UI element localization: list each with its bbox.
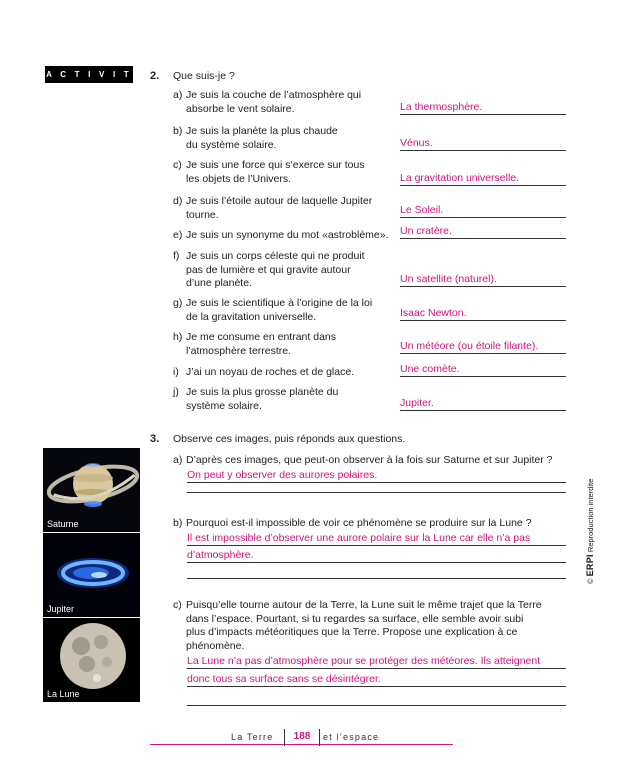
item-line: Je suis la plus grosse planète du [186, 386, 339, 398]
item-letter: j) [173, 386, 179, 398]
answer-text: La Lune n’a pas d’atmosphère pour se protéger des météores. Ils atteignent [187, 655, 541, 667]
item-line: dans l’espace. Pourtant, si tu regardes sa surface, elle semble avoir subi [186, 612, 524, 625]
q2-item-j [173, 386, 403, 414]
answer-text: Isaac Newton. [400, 307, 467, 319]
jupiter-caption: Jupiter [47, 604, 75, 614]
item-letter: a) [173, 454, 183, 466]
jupiter-photo [43, 533, 140, 617]
question-2-prompt: Que suis-je ? [173, 70, 235, 82]
copyright-text: Reproduction interdite [586, 478, 595, 555]
item-letter: i) [173, 366, 179, 378]
answer-field-3c-line1[interactable] [187, 654, 566, 669]
answer-field-b[interactable] [400, 136, 566, 151]
item-letter: e) [173, 229, 183, 241]
answer-field-j[interactable] [400, 396, 566, 411]
item-letter: g) [173, 297, 183, 309]
item-letter: f) [173, 250, 180, 262]
moon-photo [43, 618, 140, 702]
answer-text: Un cratère. [400, 225, 452, 237]
answer-field-3a[interactable] [187, 468, 566, 483]
q2-item-c [173, 159, 403, 187]
blank-answer-line[interactable] [187, 705, 566, 706]
answer-field-g[interactable] [400, 306, 566, 321]
item-letter: c) [173, 599, 182, 611]
item-letter: a) [173, 89, 183, 101]
item-line: Je me consume en entrant dans [186, 331, 337, 343]
moon-caption: La Lune [47, 689, 80, 699]
brand-logo: ERPI [585, 554, 595, 577]
answer-field-f[interactable] [400, 272, 566, 287]
saturn-photo [43, 448, 140, 532]
item-line: de la gravitation universelle. [186, 310, 317, 323]
q2-item-e [173, 229, 403, 243]
answer-field-h[interactable] [400, 339, 566, 354]
answer-field-3b-line1[interactable] [187, 531, 566, 546]
answer-field-i[interactable] [400, 362, 566, 377]
item-letter: c) [173, 159, 182, 171]
item-line: Je suis le scientifique à l’origine de la loi [186, 297, 373, 309]
item-letter: d) [173, 195, 183, 207]
item-line: J’ai un noyau de roches et de glace. [186, 366, 355, 378]
answer-field-a[interactable] [400, 100, 566, 115]
answer-text: Un satellite (naturel). [400, 273, 497, 285]
q2-item-f [173, 250, 403, 292]
item-line: Je suis la couche de l’atmosphère qui [186, 89, 362, 101]
copyright-notice [585, 479, 595, 584]
item-line: Je suis une force qui s’exerce sur tous [186, 159, 365, 171]
page-number: 188 [284, 729, 320, 746]
item-line: plus d’impacts météoritiques que la Terre. Propose une explication à ce [186, 626, 518, 638]
q2-item-d [173, 195, 403, 223]
q2-item-h [173, 331, 403, 359]
q2-item-a [173, 89, 403, 117]
item-line: du système solaire. [186, 138, 277, 151]
item-line: d’une planète. [186, 277, 252, 289]
activities-badge: A C T I V I T É S [45, 66, 133, 83]
answer-text: Vénus. [400, 137, 433, 149]
answer-text: Un météore (ou étoile filante). [400, 340, 539, 352]
answer-text: On peut y observer des aurores polaires. [187, 469, 378, 481]
question-2-number: 2. [150, 70, 160, 82]
answer-text: Le Soleil. [400, 204, 444, 216]
item-line: tourne. [186, 208, 219, 221]
item-line: pas de lumière et qui gravite autour [186, 263, 351, 276]
answer-text: Une comète. [400, 363, 460, 375]
item-line: absorbe le vent solaire. [186, 102, 295, 115]
footer-chapter-left: La Terre [231, 732, 274, 742]
q2-item-i [173, 366, 403, 380]
answer-text: La gravitation universelle. [400, 172, 520, 184]
q2-item-b [173, 125, 403, 153]
answer-field-3b-line2[interactable] [187, 548, 566, 563]
item-line: Je suis l’étoile autour de laquelle Jupiter [186, 195, 373, 207]
item-letter: h) [173, 331, 183, 343]
item-line: Pourquoi est-il impossible de voir ce phénomène se produire sur la Lune ? [186, 517, 532, 529]
question-3-number: 3. [150, 433, 160, 445]
item-line: Puisqu’elle tourne autour de la Terre, la Lune suit le même trajet que la Terre [186, 599, 542, 611]
question-3-prompt: Observe ces images, puis réponds aux questions. [173, 433, 406, 445]
answer-field-d[interactable] [400, 203, 566, 218]
copyright-symbol: © [586, 578, 595, 584]
answer-text: La thermosphère. [400, 101, 483, 113]
answer-text: donc tous sa surface sans se désintégrer. [187, 673, 381, 685]
footer-chapter-right: et l’espace [323, 732, 380, 742]
answer-field-c[interactable] [400, 171, 566, 186]
answer-field-e[interactable] [400, 224, 566, 239]
item-line: phénomène. [186, 639, 245, 652]
item-line: Je suis un synonyme du mot «astroblème». [186, 229, 389, 241]
item-letter: b) [173, 125, 183, 137]
answer-text: d’atmosphère. [187, 549, 254, 561]
blank-answer-line[interactable] [187, 492, 566, 493]
item-line: système solaire. [186, 399, 262, 412]
q2-item-g [173, 297, 403, 325]
answer-text: Il est impossible d’observer une aurore polaire sur la Lune car elle n’a pas [187, 532, 531, 544]
item-line: Je suis la planète la plus chaude [186, 125, 338, 137]
item-line: les objets de l’Univers. [186, 172, 292, 185]
saturn-caption: Saturne [47, 519, 79, 529]
blank-answer-line[interactable] [187, 578, 566, 579]
answer-text: Jupiter. [400, 397, 434, 409]
answer-field-3c-line2[interactable] [187, 672, 566, 687]
item-line: l’atmosphère terrestre. [186, 344, 292, 357]
item-letter: b) [173, 517, 183, 529]
item-line: Je suis un corps céleste qui ne produit [186, 250, 365, 262]
item-line: D’après ces images, que peut-on observer à la fois sur Saturne et sur Jupiter ? [186, 454, 553, 466]
